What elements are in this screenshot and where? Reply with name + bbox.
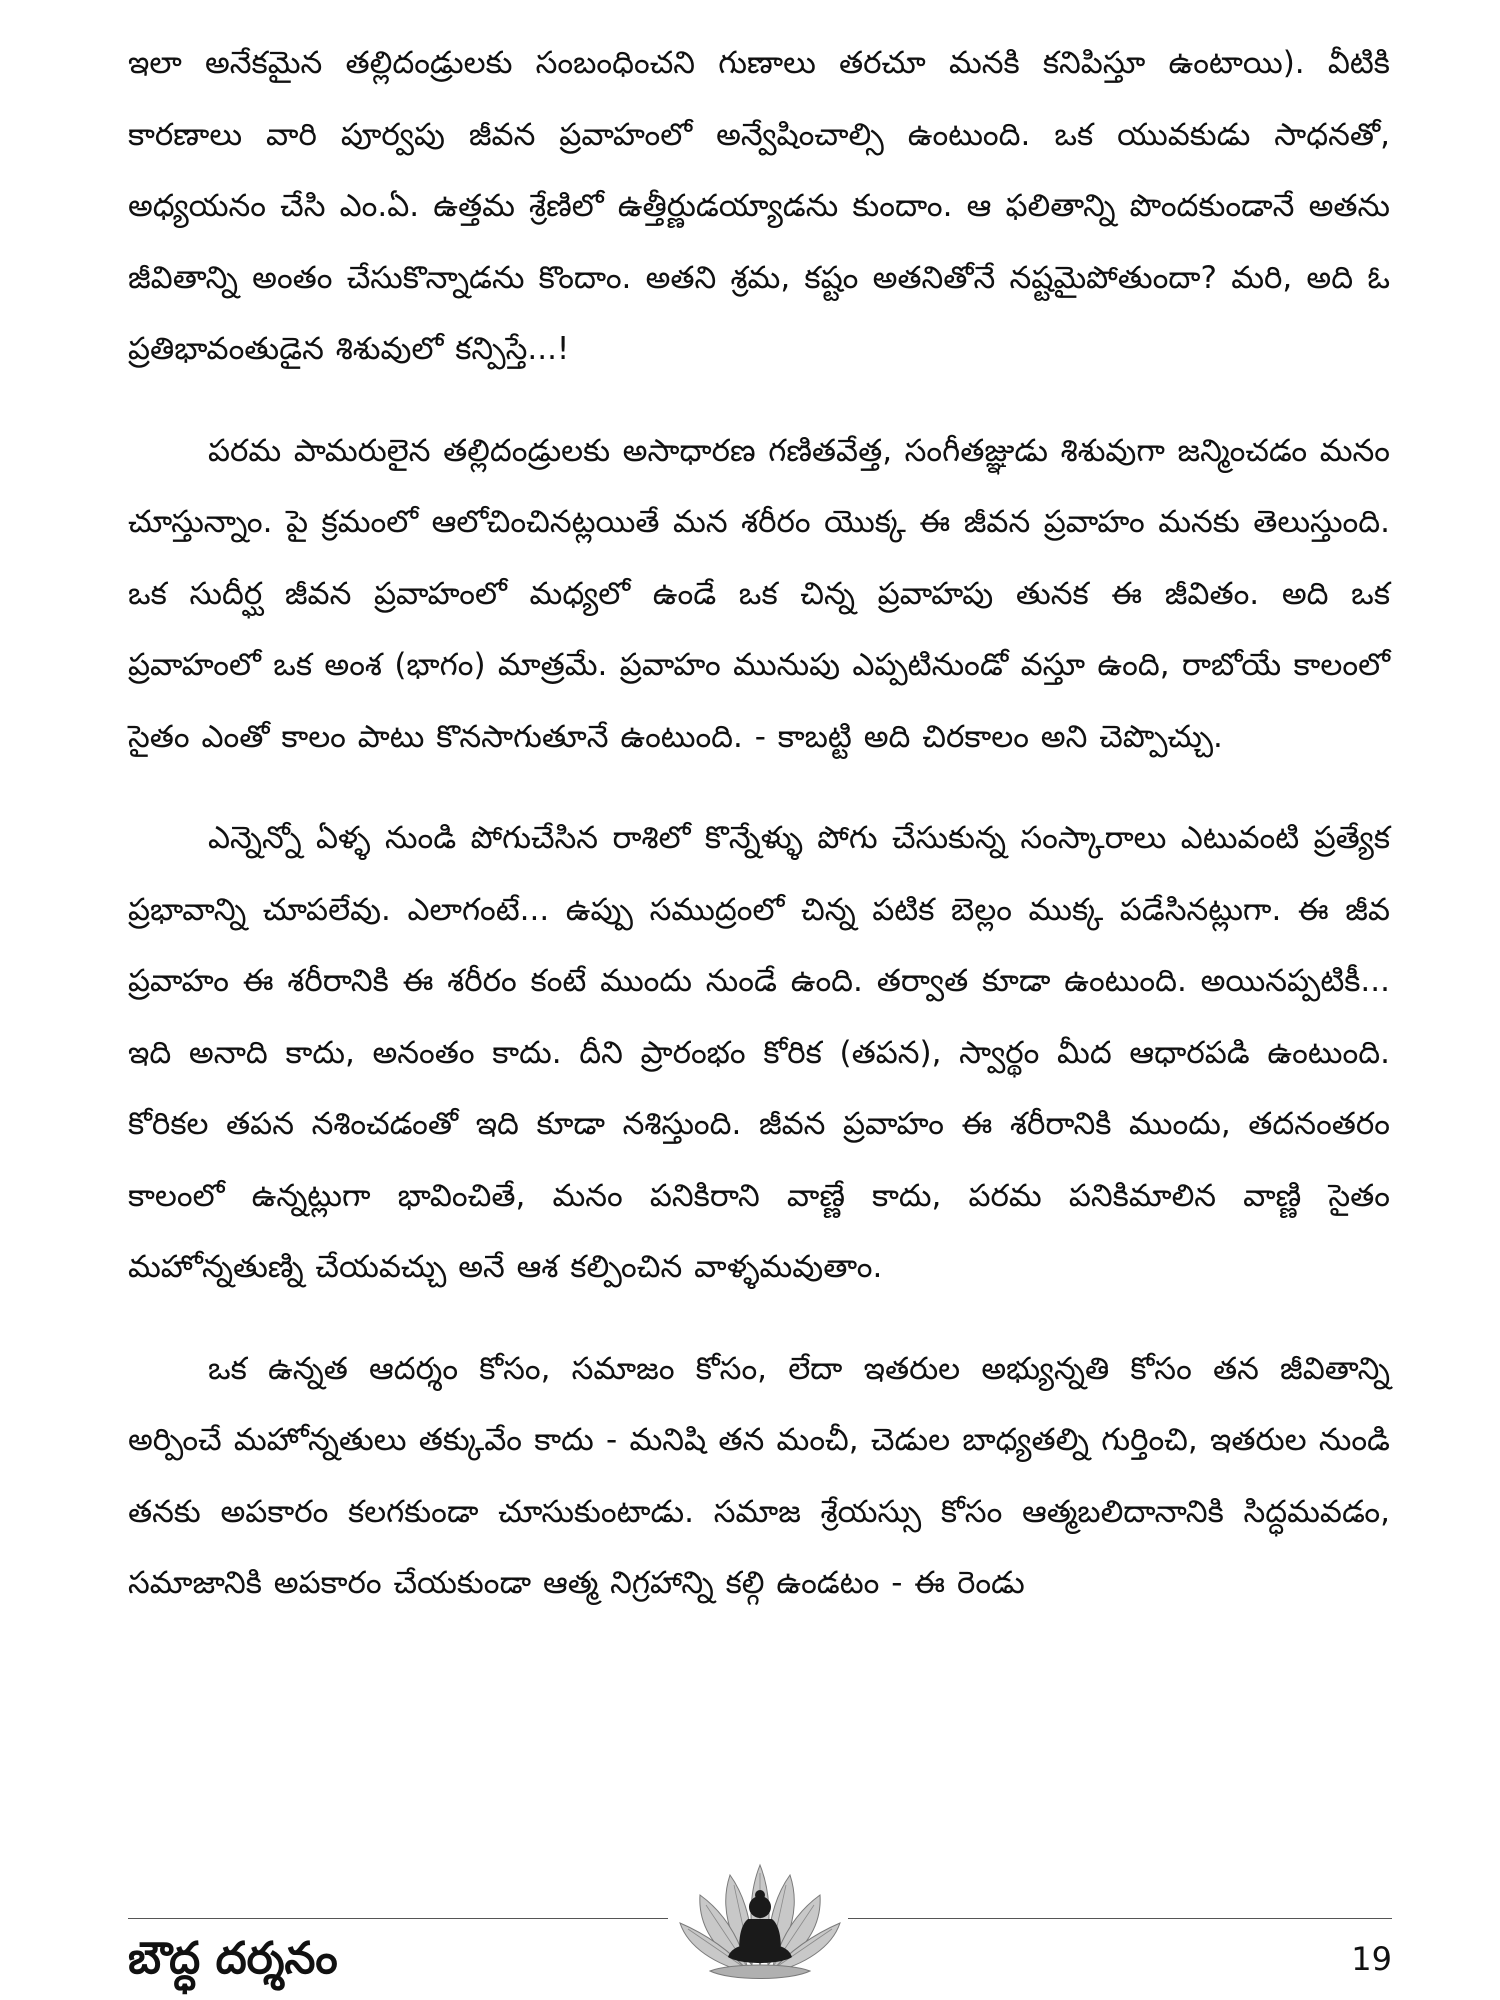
book-title: బౌద్ధ దర్శనం — [128, 1933, 338, 1984]
paragraph: ఒక ఉన్నత ఆదర్శం కోసం, సమాజం కోసం, లేదా ఇతరుల అభ్యున్నతి కోసం తన జీవితాన్ని అర్పించే మహోన్నతులు తక్కువేం కాదు - మనిషి తన మంచీ, చెడుల బాధ్యతల్ని గుర్తించి, ఇతరుల నుండి తనకు అపకారం కలగకుండా చూసుకుంటాడు. సమాజ శ్రేయస్సు కోసం ఆత్మబలిదానానికి సిద్ధమవడం, సమాజానికి అపకారం చేయకుండా ఆత్మ నిగ్రహాన్ని కల్గి ఉండటం - ఈ రెండు — [128, 1350, 1390, 1601]
footer-rule-left — [128, 1918, 668, 1919]
paragraph: ఇలా అనేకమైన తల్లిదండ్రులకు సంబంధించని గుణాలు తరచూ మనకి కనిపిస్తూ ఉంటాయి). వీటికి కారణాలు వారి పూర్వపు జీవన ప్రవాహంలో అన్వేషించాల్సి ఉంటుంది. ఒక యువకుడు సాధనతో, అధ్యయనం చేసి ఎం.ఏ. ఉత్తమ శ్రేణిలో ఉత్తీర్ణుడయ్యాడను కుందాం. ఆ ఫలితాన్ని పొందకుండానే అతను జీవితాన్ని అంతం చేసుకొన్నాడను కొందాం. అతని శ్రమ, కష్టం అతనితోనే నష్టమైపోతుందా? మరి, అది ఓ ప్రతిభావంతుడైన శిశువులో కన్పిస్తే...! — [128, 45, 1390, 367]
page-footer — [0, 1845, 1500, 2000]
paragraph: పరమ పామరులైన తల్లిదండ్రులకు అసాధారణ గణితవేత్త, సంగీతజ్ఞుడు శిశువుగా జన్మించడం మనం చూస్తున్నాం. పై క్రమంలో ఆలోచించినట్లయితే మన శరీరం యొక్క ఈ జీవన ప్రవాహం మనకు తెలుస్తుంది. ఒక సుదీర్ఘ జీవన ప్రవాహంలో మధ్యలో ఉండే ఒక చిన్న ప్రవాహపు తునక ఈ జీవితం. అది ఒక ప్రవాహంలో ఒక అంశ (భాగం) మాత్రమే. ప్రవాహం మునుపు ఎప్పటినుండో వస్తూ ఉంది, రాబోయే కాలంలో సైతం ఎంతో కాలం పాటు కొనసాగుతూనే ఉంటుంది. - కాబట్టి అది చిరకాలం అని చెప్పొచ్చు. — [128, 432, 1390, 755]
footer-rule-right — [848, 1918, 1392, 1919]
lotus-buddha-icon — [670, 1845, 850, 1995]
page-number: 19 — [1351, 1940, 1392, 1978]
paragraph: ఎన్నెన్నో ఏళ్ళ నుండి పోగుచేసిన రాశిలో కొన్నేళ్ళు పోగు చేసుకున్న సంస్కారాలు ఎటువంటి ప్రత్యేక ప్రభావాన్ని చూపలేవు. ఎలాగంటే... ఉప్పు సముద్రంలో చిన్న పటిక బెల్లం ముక్క పడేసినట్లుగా. ఈ జీవ ప్రవాహం ఈ శరీరానికి ఈ శరీరం కంటే ముందు నుండే ఉంది. తర్వాత కూడా ఉంటుంది. అయినప్పటికీ... ఇది అనాది కాదు, అనంతం కాదు. దీని ప్రారంభం కోరిక (తపన), స్వార్థం మీద ఆధారపడి ఉంటుంది. కోరికల తపన నశించడంతో ఇది కూడా నశిస్తుంది. జీవన ప్రవాహం ఈ శరీరానికి ముందు, తదనంతరం కాలంలో ఉన్నట్లుగా భావించితే, మనం పనికిరాని వాణ్ణే కాదు, పరమ పనికిమాలిన వాణ్ణి సైతం మహోన్నతుణ్ని చేయవచ్చు అనే ఆశ కల్పించిన వాళ్ళమవుతాం. — [128, 820, 1390, 1285]
body-text — [128, 28, 1390, 1650]
